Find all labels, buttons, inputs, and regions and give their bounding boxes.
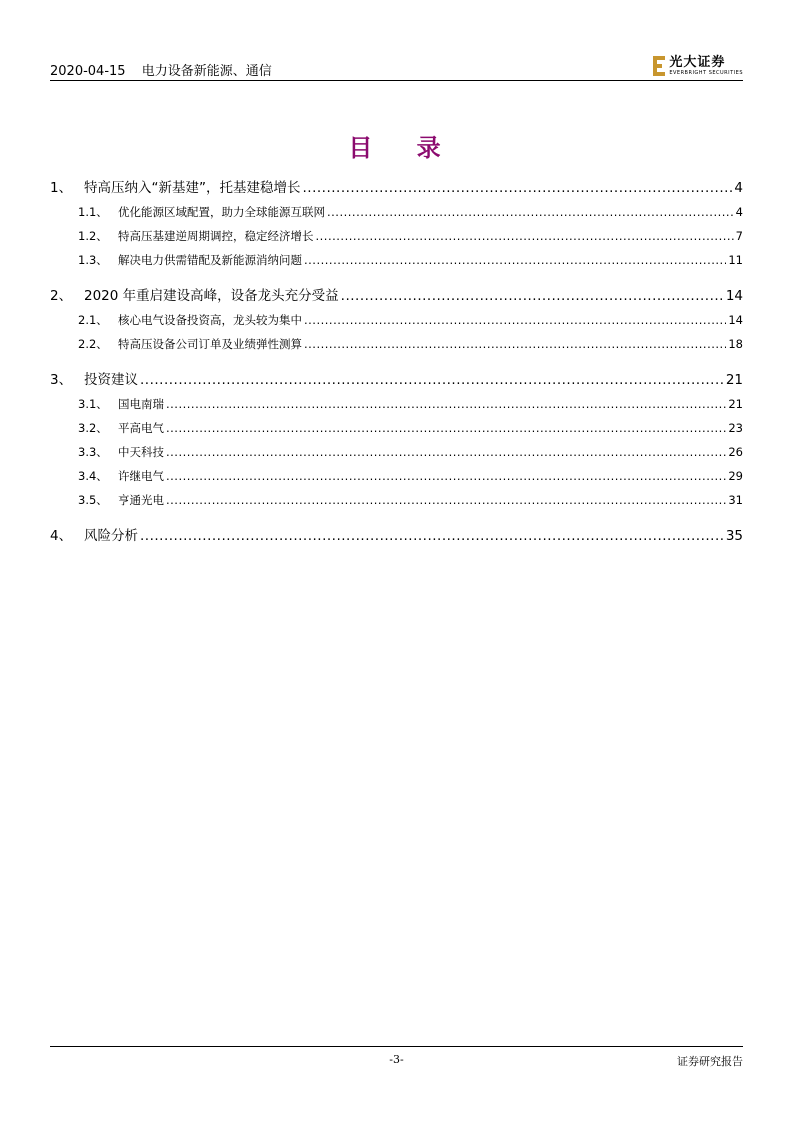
toc-entry[interactable]: [50, 468, 743, 486]
toc-entry-title: 优化能源区域配置，助力全球能源互联网: [118, 205, 325, 219]
toc-entry-number: 3.4、: [78, 469, 108, 483]
toc-entry-number: 3.5、: [78, 493, 108, 507]
toc-entry[interactable]: [50, 252, 743, 270]
toc-entry-page: 14: [725, 288, 743, 304]
footer-divider: [50, 1046, 743, 1047]
page-number: -3-: [389, 1053, 404, 1066]
header-divider: [50, 80, 743, 81]
toc-entry[interactable]: [50, 368, 743, 388]
toc-entry-title: 特高压基建逆周期调控，稳定经济增长: [118, 229, 314, 243]
toc-entry-number: 1.3、: [78, 253, 108, 267]
toc-leader-dots: [316, 229, 734, 243]
toc-entry[interactable]: [50, 312, 743, 330]
toc-entry[interactable]: [50, 524, 743, 544]
toc-leader-dots: [140, 372, 724, 388]
company-logo: [653, 54, 743, 78]
toc-leader-dots: [304, 253, 726, 267]
toc-entry-title: 中天科技: [118, 445, 164, 459]
toc-entry-page: 4: [734, 180, 743, 196]
toc-entry-number: 1.2、: [78, 229, 108, 243]
toc-entry-title: 许继电气: [118, 469, 164, 483]
toc-leader-dots: [304, 313, 726, 327]
toc-entry-number: 2.2、: [78, 337, 108, 351]
toc-entry-title: 国电南瑞: [118, 397, 164, 411]
toc-entry-number: 3、: [50, 372, 73, 388]
toc-entry-title: 核心电气设备投资高，龙头较为集中: [118, 313, 302, 327]
toc-entry[interactable]: [50, 228, 743, 246]
toc-entry-number: 3.1、: [78, 397, 108, 411]
toc-entry-title: 风险分析: [84, 528, 138, 544]
toc-entry-page: 29: [728, 469, 743, 483]
toc-entry[interactable]: [50, 444, 743, 462]
toc-entry-page: 18: [728, 337, 743, 351]
toc-leader-dots: [303, 180, 733, 196]
report-type-label: 证券研究报告: [677, 1055, 743, 1068]
toc-leader-dots: [166, 493, 726, 507]
toc-entry-number: 4、: [50, 528, 73, 544]
toc-entry[interactable]: [50, 336, 743, 354]
toc-entry-number: 3.2、: [78, 421, 108, 435]
report-date: 2020-04-15: [50, 64, 126, 79]
toc-leader-dots: [304, 337, 726, 351]
page-header: [50, 54, 743, 80]
toc-entry-page: 21: [725, 372, 743, 388]
toc-entry-page: 11: [728, 253, 743, 267]
toc-entry-title: 亨通光电: [118, 493, 164, 507]
toc-leader-dots: [166, 445, 726, 459]
toc-title: 目 录: [348, 133, 459, 162]
logo-english-name: EVERBRIGHT SECURITIES: [669, 70, 743, 76]
toc-entry[interactable]: [50, 204, 743, 222]
toc-entry[interactable]: [50, 396, 743, 414]
toc-entry-title: 解决电力供需错配及新能源消纳问题: [118, 253, 302, 267]
logo-mark-icon: [653, 56, 665, 76]
toc-entry-page: 7: [735, 229, 743, 243]
toc-entry-number: 2、: [50, 288, 73, 304]
toc-leader-dots: [166, 421, 726, 435]
toc-leader-dots: [166, 469, 726, 483]
toc-entry-title: 特高压纳入“新基建”，托基建稳增长: [84, 180, 301, 196]
toc-leader-dots: [140, 528, 724, 544]
toc-entry-page: 14: [728, 313, 743, 327]
toc-entry-title: 投资建议: [84, 372, 138, 388]
toc-entry[interactable]: [50, 420, 743, 438]
toc-entry-title: 平高电气: [118, 421, 164, 435]
toc-entry[interactable]: [50, 492, 743, 510]
toc-entry-number: 1.1、: [78, 205, 108, 219]
toc-entry-title: 2020 年重启建设高峰，设备龙头充分受益: [84, 288, 339, 304]
toc-entry-title: 特高压设备公司订单及业绩弹性测算: [118, 337, 302, 351]
report-section: 电力设备新能源、通信: [141, 64, 272, 79]
toc-leader-dots: [341, 288, 724, 304]
toc-entry-number: 1、: [50, 180, 73, 196]
toc-leader-dots: [166, 397, 726, 411]
logo-chinese-name: 光大证券: [669, 55, 726, 70]
toc-entry[interactable]: [50, 176, 743, 196]
toc-entry-number: 2.1、: [78, 313, 108, 327]
toc-leader-dots: [327, 205, 734, 219]
toc-entry-number: 3.3、: [78, 445, 108, 459]
toc-entry[interactable]: [50, 284, 743, 304]
header-meta: [50, 60, 284, 79]
toc-entry-page: 31: [728, 493, 743, 507]
toc-entry-page: 4: [735, 205, 743, 219]
toc-entry-page: 26: [728, 445, 743, 459]
toc-entry-page: 23: [728, 421, 743, 435]
toc-entry-page: 21: [728, 397, 743, 411]
toc-entry-page: 35: [725, 528, 743, 544]
